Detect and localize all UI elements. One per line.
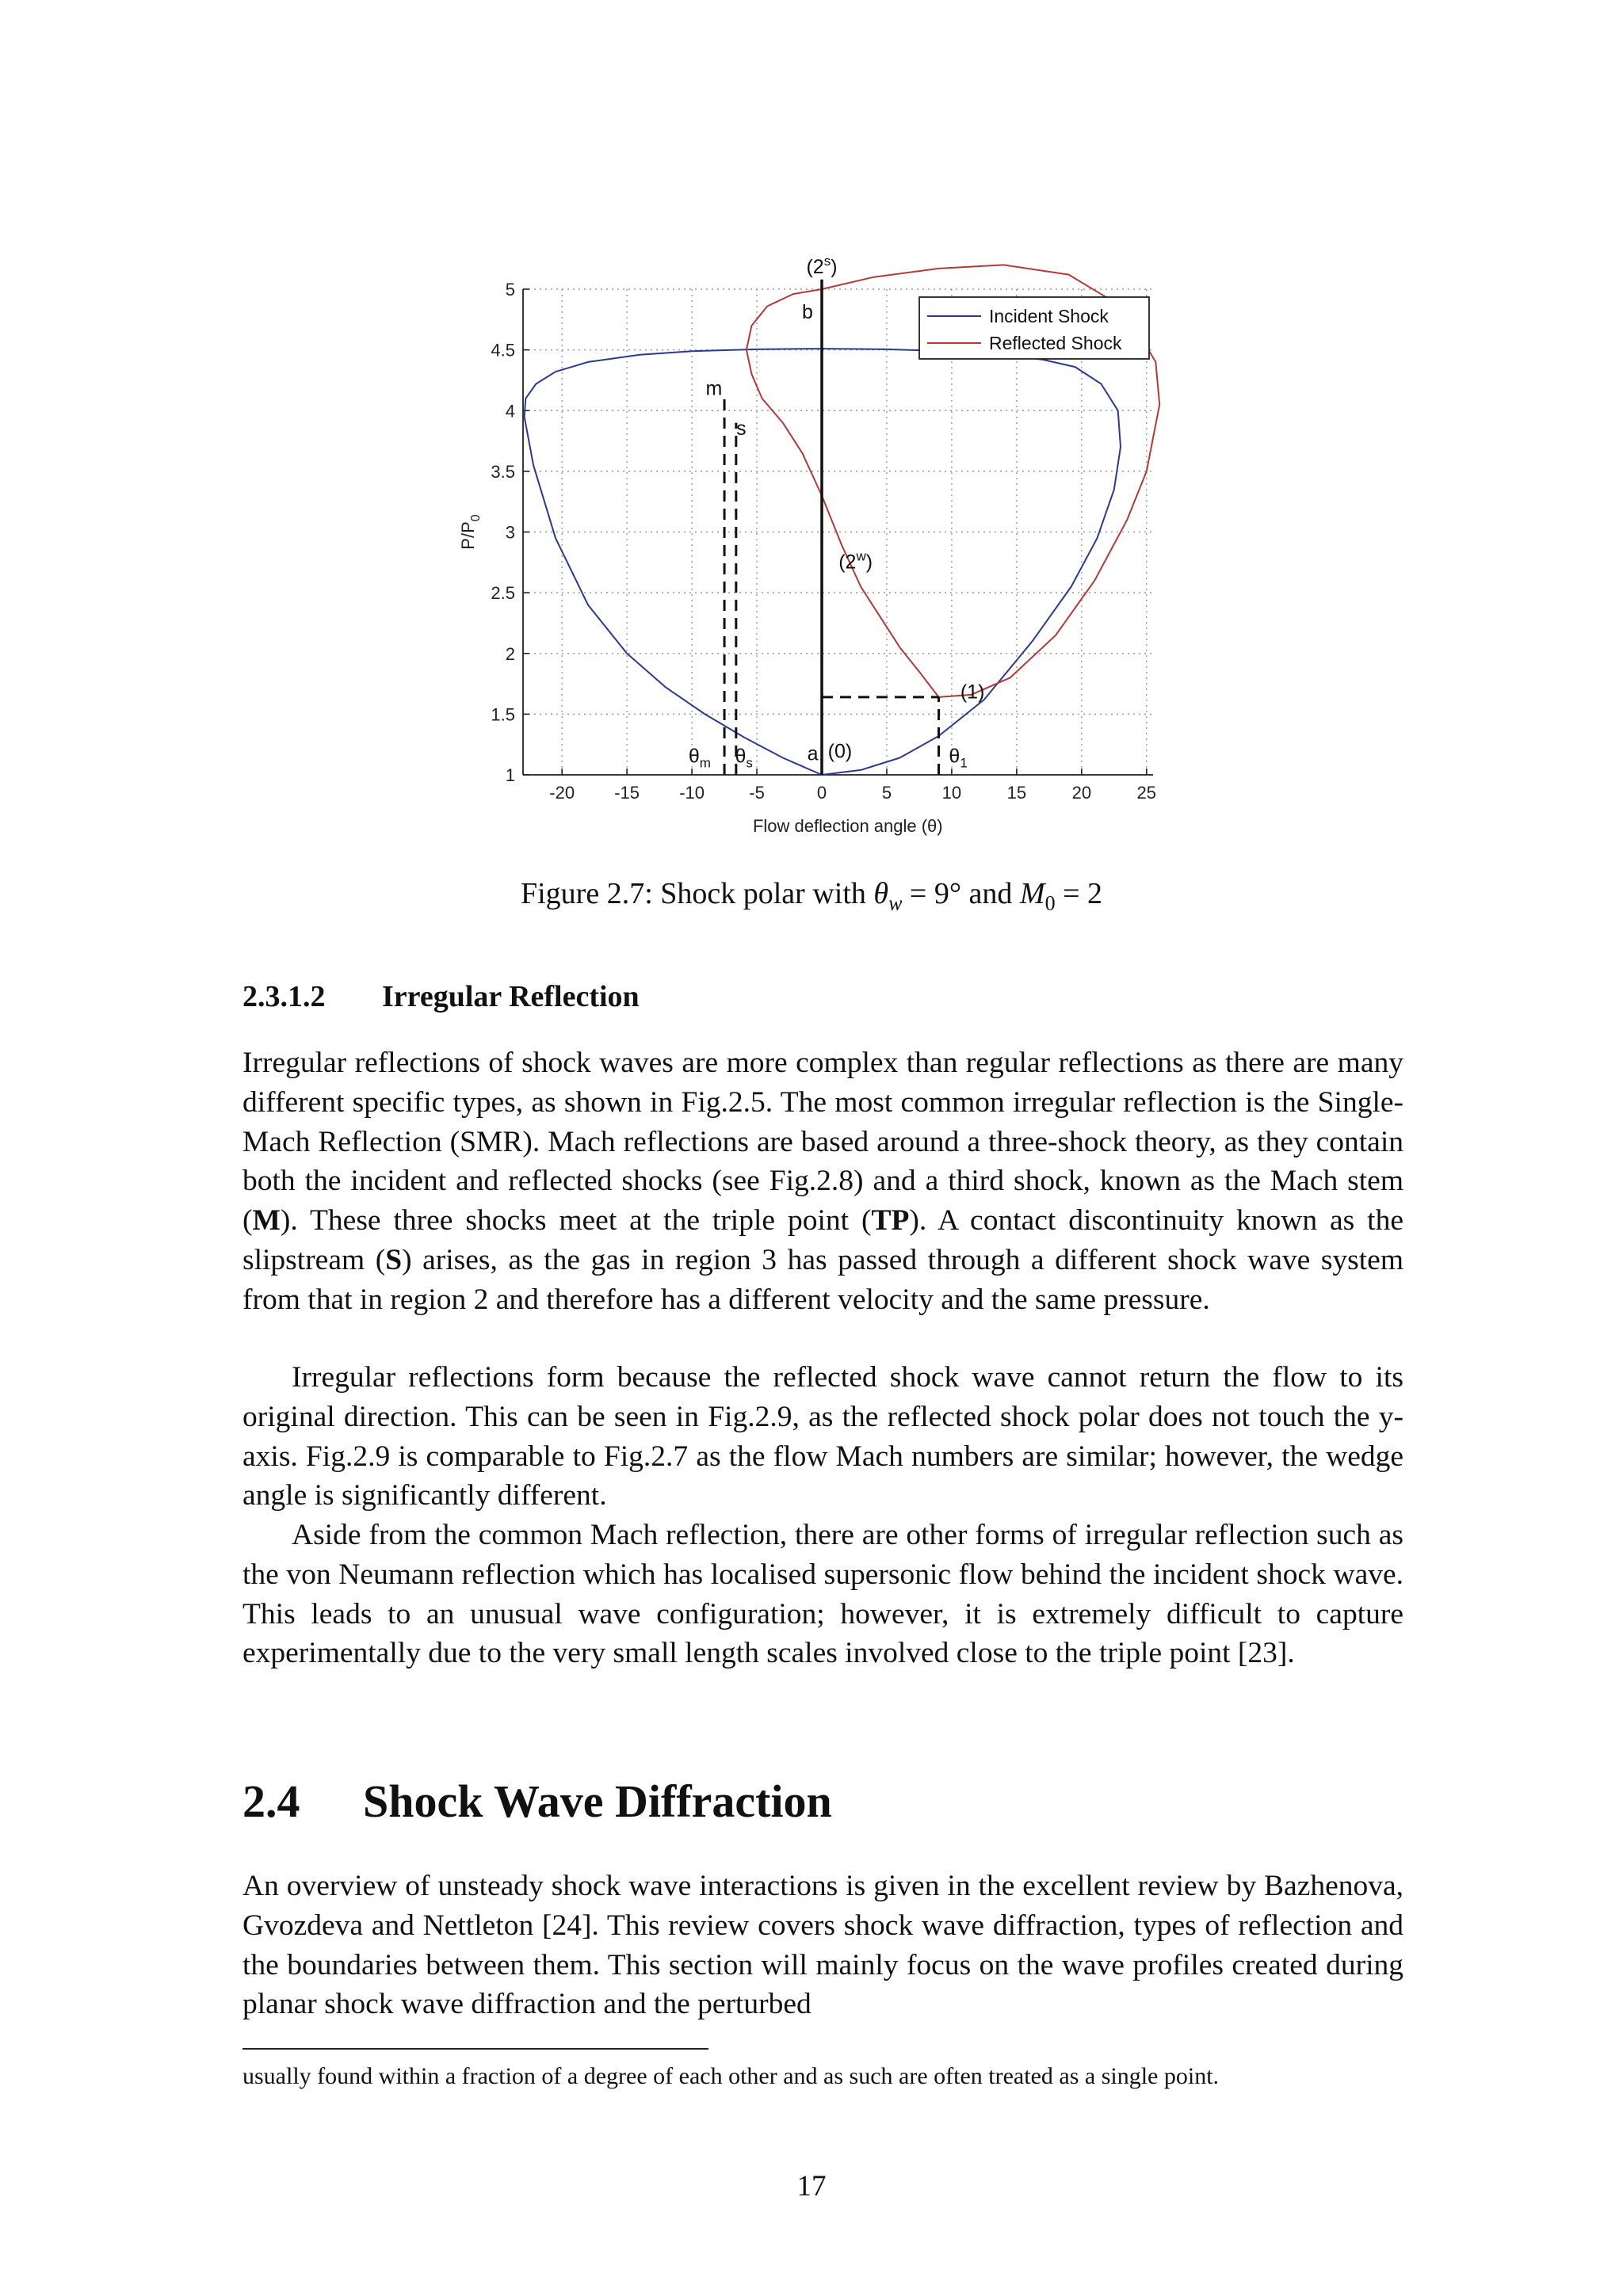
y-tick-label: 2.5 [491, 583, 515, 604]
x-tick-label: -20 [549, 783, 575, 803]
page-number: 17 [796, 2170, 827, 2203]
paragraph-3: Aside from the common Mach reflection, there are other forms of irregular reflection such as the von Neumann reflection which has localised supersonic flow behind the incident shock wave. This leads to an unusual wave configuration; however, it is extremely difficult to capture experimentally due to the very small length scales involved close to the triple point [23]. [242, 1519, 1403, 1670]
x-tick-label: 5 [881, 783, 892, 803]
x-tick-label: 0 [816, 783, 827, 803]
section-heading [242, 1775, 832, 1828]
annotation-label: (2$^s$) [806, 254, 838, 279]
caption-prefix: Figure 2.7: Shock polar with [520, 877, 866, 910]
annotation-label: (0) [827, 740, 853, 763]
x-tick-label: 20 [1071, 783, 1092, 803]
x-tick-label: 10 [941, 783, 962, 803]
section-title: Shock Wave Diffraction [363, 1775, 832, 1827]
annotation-label: b [802, 300, 813, 323]
y-tick-label: 3.5 [491, 461, 515, 482]
subsection-number: 2.3.1.2 [242, 980, 326, 1013]
shock-polar-chart [444, 254, 1173, 856]
annotation-label: (2$^w$) [838, 548, 873, 574]
legend-label: Incident Shock [989, 306, 1109, 326]
y-tick-label: 4 [505, 401, 515, 421]
annotation-label: s [736, 417, 747, 440]
paragraph-4: An overview of unsteady shock wave interactions is given in the excellent review by Bazhenova, Gvozdeva and Nettleton [24]. This review covers shock wave diffraction, types of reflection and the boundaries between them. This section will mainly focus on the wave profiles created during planar shock wave diffraction and the perturbed [242, 1870, 1403, 2021]
y-tick-label: 5 [505, 280, 515, 299]
figure-caption [0, 876, 1623, 916]
legend-label: Reflected Shock [989, 333, 1122, 353]
subsection-title: Irregular Reflection [382, 980, 640, 1013]
annotation-label: a [807, 742, 819, 765]
paragraph-2: Irregular reflections form because the reflected shock wave cannot return the flow to its original direction. This can be seen in Fig.2.9, as the reflected shock polar does not touch the y-axis. Fig.2.9 is comparable to Fig.2.7 as the flow Mach numbers are similar; however, the wedge angle is significantly different. [242, 1361, 1403, 1512]
section-number: 2.4 [242, 1775, 300, 1827]
annotation-label: $\theta_m$ [688, 745, 711, 771]
footnote-rule [242, 2048, 708, 2050]
footnote: usually found within a fraction of a degree of each other and as such are often treated as a single point. [242, 2063, 1220, 2089]
y-tick-label: 1.5 [491, 704, 515, 725]
y-tick-label: 2 [505, 643, 515, 664]
annotation-label: $\theta_s$ [735, 745, 753, 771]
x-tick-label: -10 [679, 783, 705, 803]
triple-point-symbol: TP [871, 1204, 910, 1238]
y-tick-label: 1 [505, 765, 515, 785]
annotation-label: m [705, 377, 723, 400]
slipstream-symbol: S [385, 1243, 403, 1276]
x-tick-label: 25 [1136, 783, 1157, 803]
x-tick-label: -15 [614, 783, 640, 803]
mach-stem-symbol: M [252, 1204, 281, 1238]
subsection-heading [242, 979, 640, 1014]
annotation-label: (1) [960, 681, 985, 704]
y-axis-label: $P/P_0$ [458, 514, 483, 550]
caption-mid: = 9° and [902, 877, 1020, 910]
x-tick-label: -5 [749, 783, 765, 803]
x-axis-label: Flow deflection angle (θ) [752, 816, 943, 836]
caption-theta: $\theta_w$ [873, 877, 903, 915]
paragraph-1: Irregular reflections of shock waves are more complex than regular reflections as there are many different specific types, as shown in Fig.2.5. The most common irregular reflection is the Single-Mach Reflection (SMR). Mach reflections are based around a three-shock theory, as they contain both the incident and reflected shocks (see Fig.2.8) and a third shock, known as the Mach stem (M). These three shocks meet at the triple point (TP). A contact discontinuity known as the slipstream (S) arises, as the gas in region 3 has passed through a different shock wave system from that in region 2 and therefore has a different velocity and the same pressure. [242, 1047, 1403, 1316]
y-tick-label: 3 [505, 522, 515, 543]
caption-mach: $M_0$ [1019, 877, 1056, 915]
caption-end: = 2 [1055, 877, 1102, 910]
annotation-label: $\theta_1$ [949, 745, 968, 771]
x-tick-label: 15 [1006, 783, 1027, 803]
y-tick-label: 4.5 [491, 340, 515, 360]
shock-polar-figure [444, 254, 1173, 856]
